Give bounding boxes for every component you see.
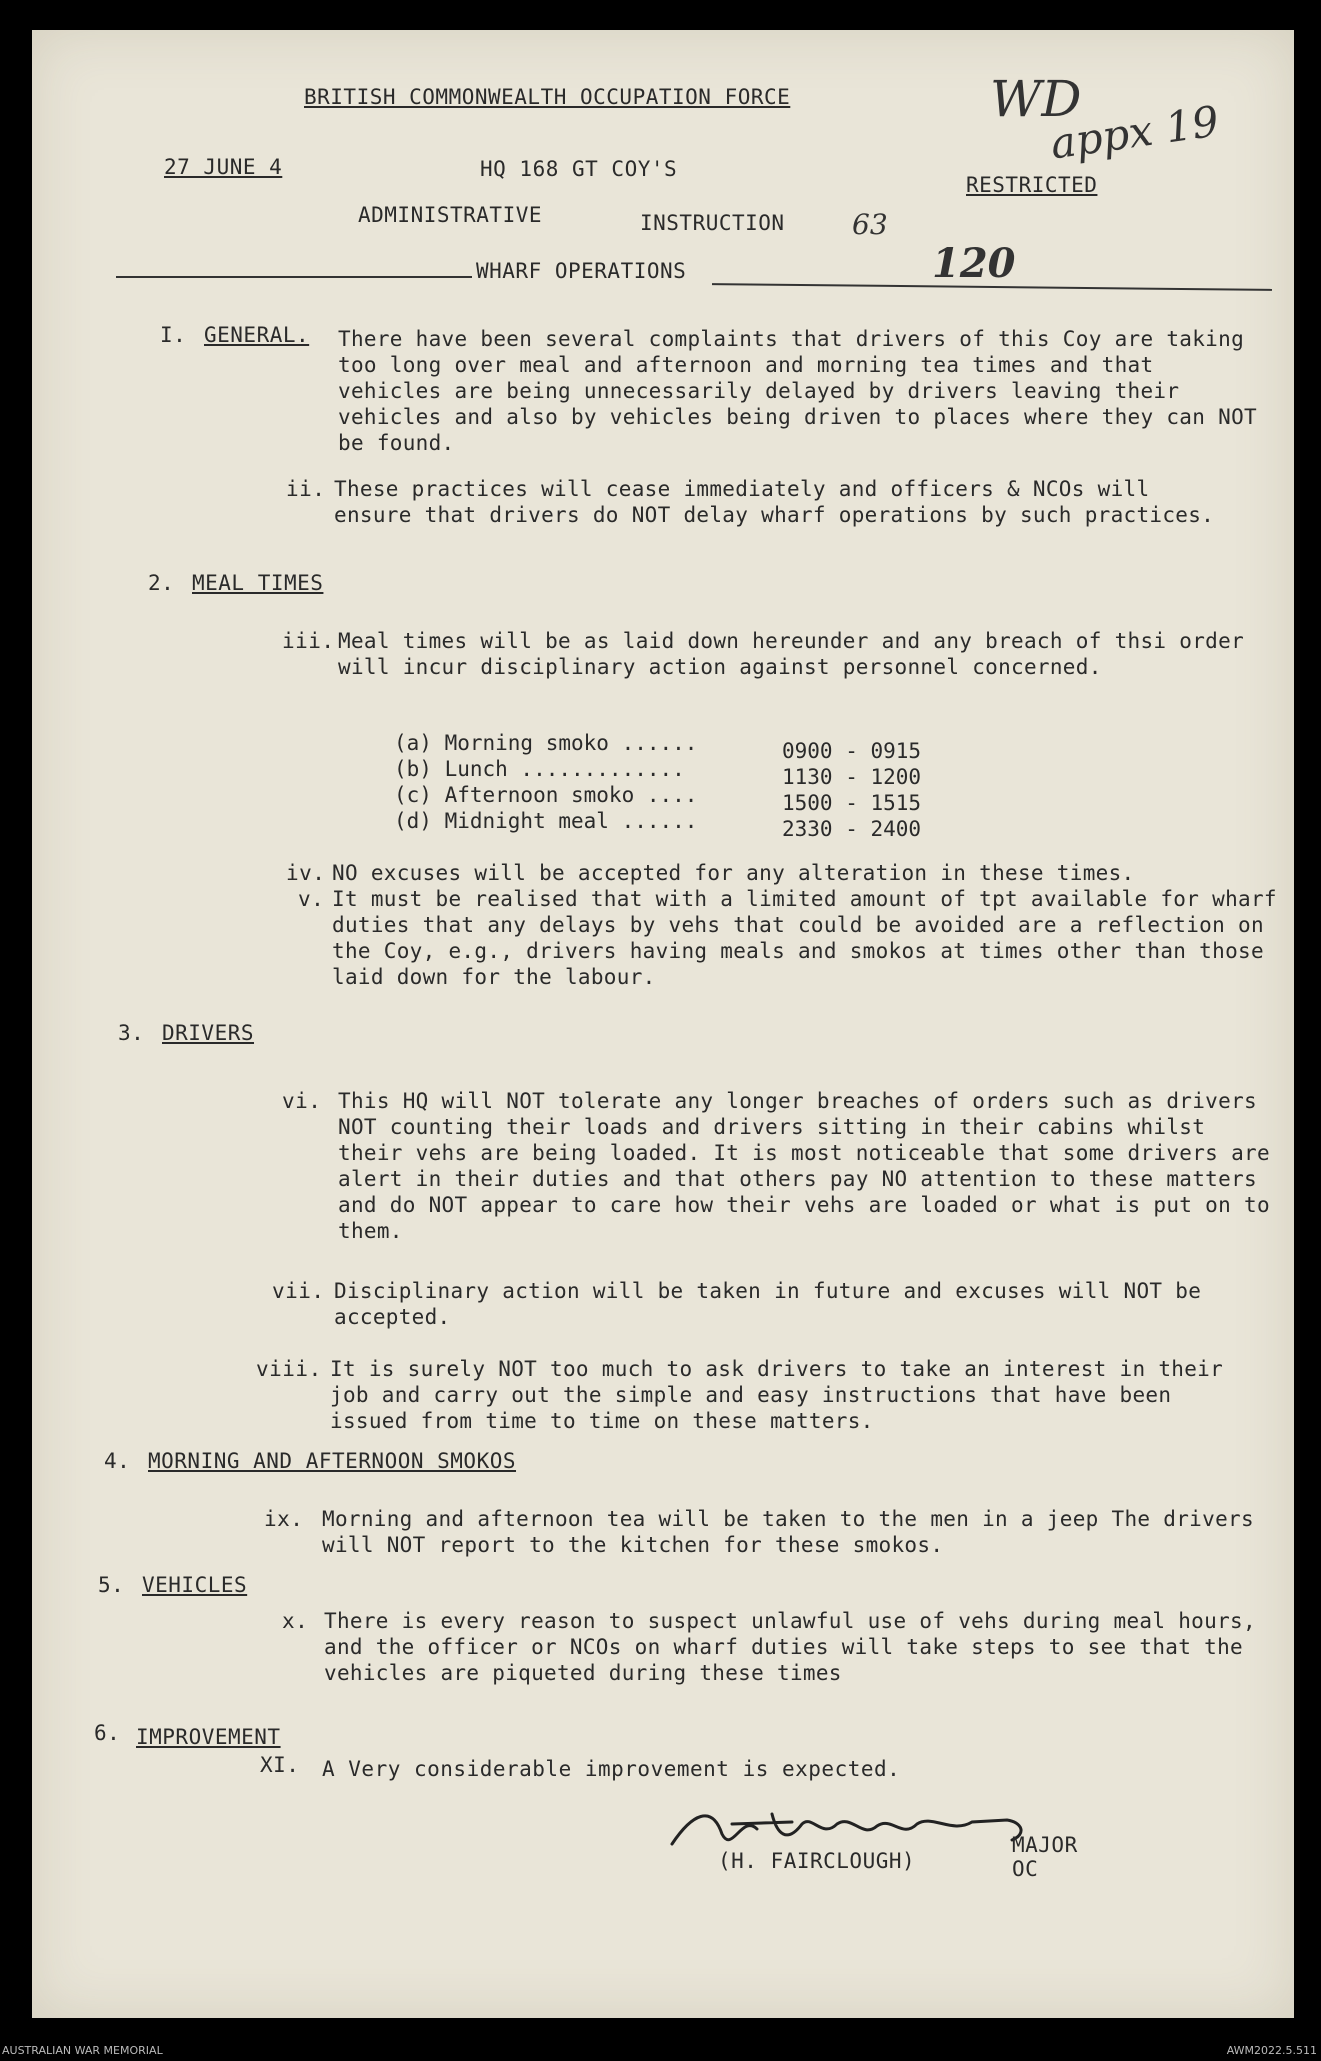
- paragraph-4: NO excuses will be accepted for any alteration in these times.: [332, 861, 1135, 885]
- schedule-item-d-label: (d) Midnight meal ......: [394, 809, 698, 833]
- section-1-number: I.: [160, 323, 187, 347]
- section-3-heading: DRIVERS: [162, 1021, 255, 1045]
- handwritten-120: 120: [932, 240, 1016, 287]
- classification: RESTRICTED: [966, 173, 1098, 197]
- schedule-item-b-time: 1130 - 1200: [782, 765, 922, 789]
- doc-type: ADMINISTRATIVE: [358, 203, 543, 227]
- paragraph-5: It must be realised that with a limited amount of tpt available for wharf duties that any delays by vehs that could be avoided are a reflection on the Coy, e.g., drivers having meals and smokos at times other than those laid down for the labour.: [332, 887, 1277, 989]
- document-page: [32, 30, 1294, 2018]
- paragraph-7-number: vii.: [272, 1279, 325, 1303]
- section-5-heading: VEHICLES: [142, 1573, 248, 1597]
- paragraph-2-number: ii.: [286, 477, 326, 501]
- paragraph-8: It is surely NOT too much to ask drivers to take an interest in their job and carry out the simple and easy instructions that have been issued from time to time on these matters.: [330, 1357, 1224, 1433]
- section-4-heading: MORNING AND AFTERNOON SMOKOS: [148, 1449, 517, 1473]
- paragraph-3: Meal times will be as laid down hereunder and any breach of thsi order will incur disciplinary action against personnel concerned.: [338, 629, 1245, 679]
- paragraph-9-number: ix.: [264, 1507, 304, 1531]
- paragraph-2: These practices will cease immediately and officers & NCOs will ensure that drivers do NOT delay wharf operations by such practices.: [334, 477, 1215, 527]
- schedule-item-a-time: 0900 - 0915: [782, 739, 922, 763]
- paragraph-1: There have been several complaints that drivers of this Coy are taking too long over meal and afternoon and morning tea times and that vehicles are being unnecessarily delayed by drivers leaving their vehicles and also by vehicles being driven to places where they can NOT be found.: [338, 327, 1257, 455]
- paragraph-10: There is every reason to suspect unlawful use of vehs during meal hours, and the officer or NCOs on wharf duties will take steps to see that the vehicles are piqueted during these times: [324, 1609, 1256, 1685]
- paragraph-8-number: viii.: [256, 1357, 322, 1381]
- signatory-rank: MAJOR: [1012, 1833, 1078, 1857]
- section-6-number: 6.: [94, 1721, 121, 1745]
- footer-right: AWM2022.5.511: [1226, 2044, 1317, 2057]
- section-5-number: 5.: [98, 1573, 125, 1597]
- paragraph-11: A Very considerable improvement is expected.: [322, 1757, 901, 1781]
- subject-rule-left: [116, 276, 472, 278]
- paragraph-6-number: vi.: [282, 1089, 322, 1113]
- schedule-item-c-time: 1500 - 1515: [782, 791, 922, 815]
- section-6-heading: IMPROVEMENT: [136, 1725, 281, 1749]
- hq-title: HQ 168 GT COY'S: [480, 157, 678, 181]
- section-3-number: 3.: [118, 1021, 145, 1045]
- org-heading: BRITISH COMMONWEALTH OCCUPATION FORCE: [304, 85, 791, 109]
- schedule-item-c-label: (c) Afternoon smoko ....: [394, 783, 698, 807]
- section-2-heading: MEAL TIMES: [192, 571, 324, 595]
- section-1-heading: GENERAL.: [204, 323, 310, 347]
- section-4-number: 4.: [104, 1449, 131, 1473]
- paragraph-6: This HQ will NOT tolerate any longer breaches of orders such as drivers NOT counting their loads and drivers sitting in their cabins whilst their vehs are being loaded. It is most noticeable that some drivers are alert in their duties and that others pay NO attention to these matters and do NOT appear to care how their vehs are loaded or what is put on to them.: [338, 1089, 1270, 1243]
- paragraph-4-number: iv.: [286, 861, 326, 885]
- paragraph-11-number: XI.: [260, 1753, 300, 1777]
- section-2-number: 2.: [148, 571, 175, 595]
- paragraph-10-number: x.: [282, 1609, 309, 1633]
- instruction-number: 63: [852, 208, 888, 241]
- schedule-item-a-label: (a) Morning smoko ......: [394, 731, 698, 755]
- footer-left: AUSTRALIAN WAR MEMORIAL: [2, 2044, 163, 2057]
- paragraph-9: Morning and afternoon tea will be taken to the men in a jeep The drivers will NOT report to the kitchen for these smokos.: [322, 1507, 1254, 1557]
- paragraph-5-number: v.: [298, 887, 325, 911]
- signatory-name: (H. FAIRCLOUGH): [718, 1849, 916, 1873]
- handwritten-wd: WD: [990, 70, 1082, 128]
- schedule-item-b-label: (b) Lunch .............: [394, 757, 685, 781]
- doc-date: 27 JUNE 4: [164, 155, 283, 179]
- signatory-role: OC: [1012, 1857, 1039, 1881]
- handwritten-appx: appx 19: [1047, 96, 1222, 169]
- subject: WHARF OPERATIONS: [476, 259, 687, 283]
- paragraph-7: Disciplinary action will be taken in future and excuses will NOT be accepted.: [334, 1279, 1202, 1329]
- paragraph-3-number: iii.: [282, 629, 335, 653]
- instruction-label: INSTRUCTION: [640, 211, 785, 235]
- schedule-item-d-time: 2330 - 2400: [782, 817, 922, 841]
